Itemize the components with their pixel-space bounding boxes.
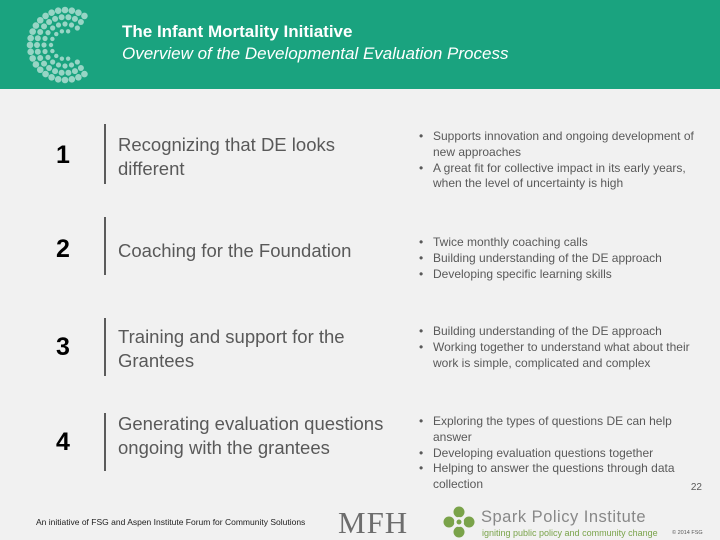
burst-dot [27,35,34,42]
burst-dot [42,71,49,78]
burst-dot [59,14,65,20]
burst-dot [52,16,58,22]
step-title: Training and support for the Grantees [118,326,345,371]
burst-dot [69,22,74,27]
mfh-logo: MFH [338,505,409,540]
burst-dot [33,61,40,68]
burst-dot [66,29,70,33]
bullet-icon: • [419,250,424,265]
burst-dot [75,25,80,30]
burst-dot [50,59,55,64]
burst-dot [62,63,67,68]
burst-dot [75,74,82,81]
step-title: Coaching for the Foundation [118,240,352,261]
burst-dot [49,43,53,47]
burst-dot [69,62,74,67]
burst-dot [72,68,78,74]
burst-dot [60,29,64,33]
step-bullets [419,129,694,192]
burst-dot [45,55,50,60]
burst-dot [34,42,40,48]
bullet-icon: • [419,414,424,428]
spark-tagline: igniting public policy and community change [482,528,658,538]
burst-dot [27,42,34,49]
burst-dot [33,22,40,29]
burst-dot [78,65,84,71]
burst-dot [65,14,71,20]
bullet-item: • Twice monthly coaching calls [419,235,588,249]
step-4 [0,408,720,492]
burst-dot [37,29,43,35]
burst-dot [27,49,34,56]
burst-dot [41,61,47,67]
burst-dot [41,23,47,29]
bullet-icon: • [419,339,424,354]
step-bullets [419,414,694,493]
burst-dot [50,25,55,30]
burst-dot [50,37,54,41]
burst-dot [35,49,41,55]
step-divider [104,318,106,376]
fsg-burst-logo-icon [24,4,106,86]
burst-dot [66,56,70,60]
burst-dot [75,9,82,16]
step-bullets [419,235,694,282]
step-divider [104,217,106,275]
bullet-icon: • [419,445,424,460]
step-number: 1 [56,141,70,169]
burst-dot [78,19,84,25]
header-banner [0,0,720,89]
page-title: The Infant Mortality Initiative [122,22,353,41]
bullet-icon: • [419,129,424,143]
bullet-item: • Exploring the types of questions DE can help answer [419,414,672,444]
step-1 [0,124,720,196]
step-divider [104,124,106,184]
burst-dot [56,62,61,67]
burst-dot [42,36,47,41]
burst-dot [37,55,43,61]
spark-logo-icon [442,505,476,539]
burst-dot [81,13,88,20]
bullet-icon: • [419,235,424,249]
burst-dot [75,59,80,64]
step-divider [104,413,106,471]
burst-dot [69,76,76,83]
burst-dot [37,66,44,73]
title-block [122,21,508,65]
burst-dot [65,70,71,76]
burst-dot [81,71,88,78]
burst-dot [62,7,69,14]
burst-dot [48,74,55,81]
bullet-icon: • [419,461,424,476]
burst-dot [54,54,58,58]
bullet-item: • A great fit for collective impact in its early years, when the level of uncertainty is high [419,160,686,191]
bullet-item: • Developing specific learning skills [419,266,612,281]
copyright-text: © 2014 FSG [672,530,703,536]
bullet-icon: • [419,266,424,281]
bullet-item: • Supports innovation and ongoing development of new approaches [419,129,694,159]
bullet-item: • Helping to answer the questions through data collection [419,461,675,492]
burst-dot [46,65,52,71]
burst-dot [56,22,61,27]
step-3 [0,318,720,390]
step-title: Recognizing that DE looks different [118,134,335,179]
burst-dot [50,49,54,53]
burst-dot [42,13,49,20]
spark-policy-institute-logo-text: Spark Policy Institute [481,508,647,526]
burst-dot [42,49,47,54]
burst-dot [54,32,58,36]
burst-dot [62,77,69,84]
page-subtitle: Overview of the Developmental Evaluation Process [122,44,509,63]
burst-dot [29,28,36,35]
bullet-item: • Building understanding of the DE approach [419,250,662,265]
burst-dot [52,68,58,74]
burst-dot [41,42,46,47]
burst-dot [60,56,64,60]
burst-dot [62,21,67,26]
bullet-icon: • [419,324,424,338]
burst-dot [37,17,44,24]
burst-dot [55,7,62,14]
burst-dot [55,76,62,83]
step-number: 3 [56,333,70,361]
bullet-item: • Building understanding of the DE approach [419,324,662,338]
step-2 [0,217,720,287]
burst-dot [46,19,52,25]
burst-dot [48,9,55,16]
bullet-item: • Developing evaluation questions together [419,445,654,460]
burst-dot [72,16,78,22]
step-bullets [419,324,694,371]
burst-dot [35,35,41,41]
burst-dot [45,30,50,35]
footer-initiative-text: An initiative of FSG and Aspen Institute Forum for Community Solutions [36,517,306,527]
bullet-icon: • [419,160,424,175]
burst-dot [29,55,36,62]
page-number: 22 [690,482,702,493]
step-title: Generating evaluation questions ongoing with the grantees [118,413,384,458]
step-number: 2 [56,235,70,263]
step-number: 4 [56,428,70,456]
bullet-item: • Working together to understand what about their work is simple, complicated and complex [419,339,690,370]
burst-dot [59,70,65,76]
burst-dot [69,7,76,14]
